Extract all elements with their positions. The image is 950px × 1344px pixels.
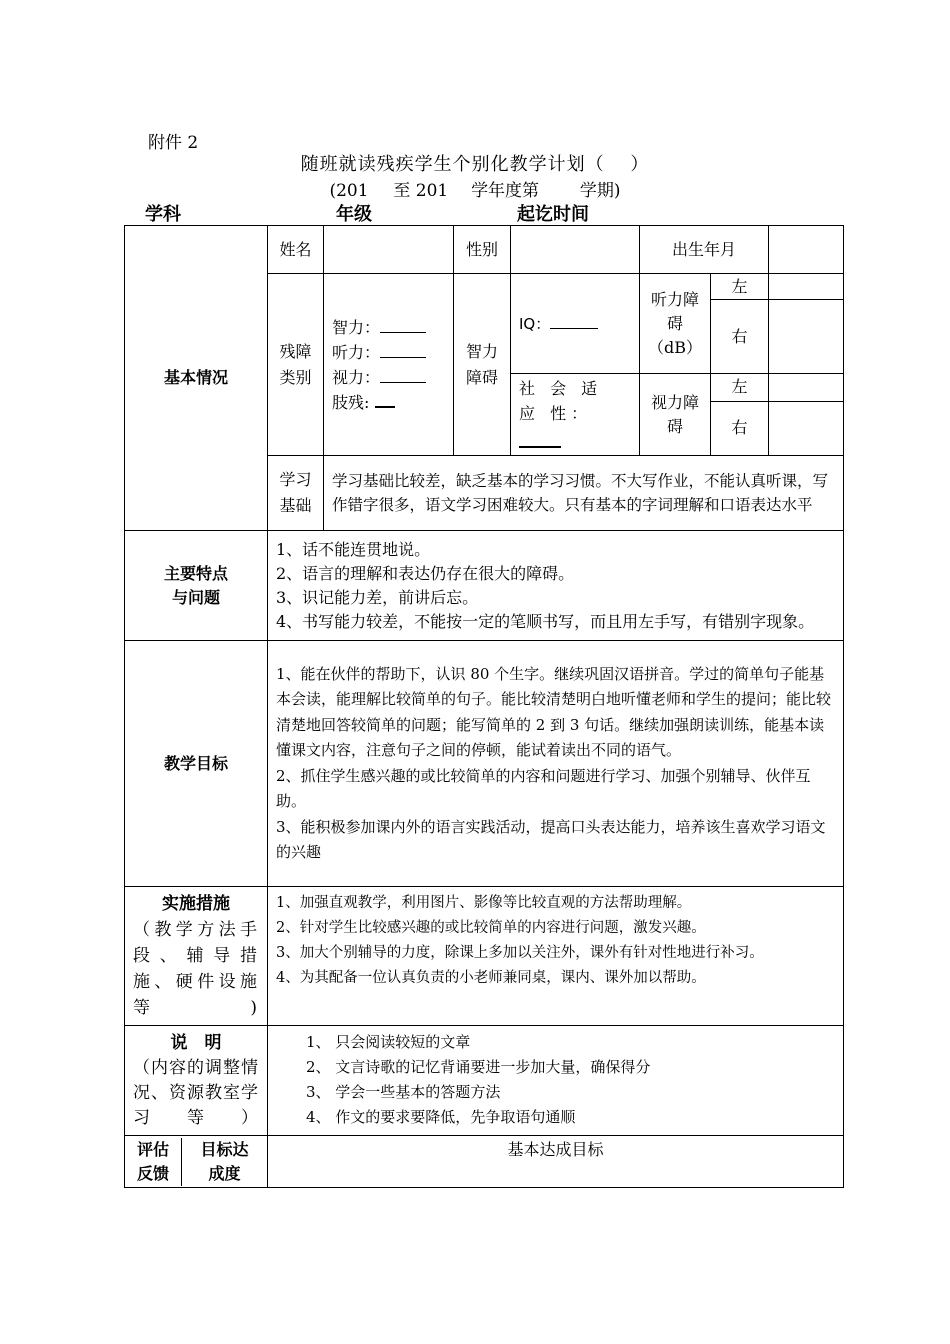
adaptability-label: 社 会 适 应 性：	[519, 379, 603, 423]
disability-hearing	[332, 340, 445, 365]
gender-value[interactable]	[511, 226, 640, 274]
disability-limb	[332, 390, 445, 415]
hearing-right-value[interactable]	[769, 300, 844, 374]
grade-field	[336, 200, 438, 226]
notes-item: 2、 文言诗歌的记忆背诵要进一步加大量，确保得分	[306, 1058, 651, 1076]
name-label: 姓名	[268, 226, 324, 274]
vision-blank[interactable]	[380, 366, 426, 383]
features-item: 2、语言的理解和表达仍存在很大的障碍。	[276, 563, 575, 583]
disability-vision	[332, 365, 445, 390]
name-value[interactable]	[324, 226, 454, 274]
evaluation-label-b	[182, 1138, 268, 1186]
grade-blank[interactable]	[372, 207, 438, 226]
year-to: 至 201	[393, 181, 449, 201]
iq-cell	[511, 274, 640, 374]
hearing-blank[interactable]	[380, 341, 426, 358]
evaluation-label-cell	[125, 1136, 268, 1188]
disability-intellectual-label: 智力：	[332, 317, 381, 337]
learning-base-text-label: 学习基础	[279, 470, 312, 515]
hearing-left-value[interactable]	[769, 274, 844, 300]
features-label-line2: 与问题	[171, 587, 220, 607]
adaptability-cell	[511, 374, 640, 456]
vision-left-label: 左	[711, 374, 769, 402]
year-end: 学期)	[579, 181, 621, 201]
evaluation-label-a	[125, 1138, 182, 1186]
notes-sublabel: （内容的调整情况、资源教室学习等）	[133, 1058, 259, 1128]
year-mid: 学年度第	[471, 181, 540, 201]
measures-item: 1、加强直观教学，利用图片、影像等比较直观的方法帮助理解。	[276, 895, 692, 911]
intellectual-blank[interactable]	[380, 316, 426, 333]
basic-section-label: 基本情况	[125, 226, 268, 531]
measures-sublabel: （教学方法手段、辅导措施、硬件设施等)	[133, 920, 259, 1018]
measures-item: 4、为其配备一位认真负责的小老师兼同桌，课内、课外加以帮助。	[276, 970, 706, 986]
goals-list	[268, 641, 844, 887]
intellectual-disability-label	[454, 274, 511, 456]
features-label-line1: 主要特点	[163, 563, 228, 583]
evaluation-label-a-text: 评估反馈	[136, 1139, 169, 1183]
features-list	[268, 531, 844, 641]
birth-label: 出生年月	[640, 226, 769, 274]
notes-item: 3、 学会一些基本的答题方法	[306, 1083, 501, 1101]
vision-right-label: 右	[711, 401, 769, 455]
disability-hearing-label: 听力：	[332, 342, 381, 362]
disability-intellectual	[332, 315, 445, 340]
goals-label: 教学目标	[125, 641, 268, 887]
disability-limb-label: 肢残:	[332, 392, 370, 412]
disability-items	[324, 274, 454, 456]
vision-left-value[interactable]	[769, 374, 844, 402]
features-label	[125, 531, 268, 641]
measures-label-cell	[125, 887, 268, 1026]
gender-label: 性别	[454, 226, 511, 274]
period-blank[interactable]	[589, 207, 795, 226]
year-open: (201	[329, 181, 369, 201]
limb-blank[interactable]	[375, 392, 395, 408]
plan-table	[124, 225, 844, 1188]
subject-field	[145, 200, 277, 226]
subject-label: 学科	[145, 204, 181, 225]
goals-item: 2、抓住学生感兴趣的或比较简单的内容和问题进行学习、加强个别辅导、伙伴互助。	[276, 766, 811, 810]
vision-right-value[interactable]	[769, 401, 844, 455]
learning-base-label	[268, 456, 324, 531]
measures-label: 实施措施	[162, 894, 230, 914]
birth-value[interactable]	[769, 226, 844, 274]
hearing-right-label: 右	[711, 300, 769, 374]
hearing-disability-label: 听力障碍（dB）	[640, 274, 711, 374]
learning-base-text: 学习基础比较差，缺乏基本的学习习惯。不大写作业，不能认真听课，写作错字很多，语文学习困难较大。只有基本的字词理解和口语表达水平	[324, 456, 844, 531]
notes-label: 说 明	[170, 1033, 222, 1053]
goals-item: 3、能积极参加课内外的语言实践活动，提高口头表达能力，培养该生喜欢学习语文的兴趣	[276, 817, 826, 861]
vision-disability-label: 视力障碍	[640, 374, 711, 456]
measures-item: 3、加大个别辅导的力度，除课上多加以关注外，课外有针对性地进行补习。	[276, 945, 764, 961]
measures-item: 2、针对学生比较感兴趣的或比较简单的内容进行问题，激发兴趣。	[276, 920, 706, 936]
features-item: 3、识记能力差，前讲后忘。	[276, 587, 479, 607]
notes-item: 1、 只会阅读较短的文章	[306, 1033, 471, 1051]
hearing-left-label: 左	[711, 274, 769, 300]
features-item: 1、话不能连贯地说。	[276, 539, 431, 559]
notes-list	[268, 1026, 844, 1136]
attachment-label: 附件 2	[148, 133, 199, 153]
iq-blank[interactable]	[550, 312, 598, 329]
adaptability-blank[interactable]	[519, 430, 561, 448]
subject-blank[interactable]	[181, 207, 277, 226]
evaluation-result: 基本达成目标	[268, 1136, 844, 1188]
document-title: 随班就读残疾学生个别化教学计划（ ）	[300, 154, 650, 175]
disability-vision-label: 视力：	[332, 367, 381, 387]
notes-label-cell	[125, 1026, 268, 1136]
notes-item: 4、 作文的要求要降低，先争取语句通顺	[306, 1108, 576, 1126]
evaluation-label-b-text: 目标达成度	[200, 1139, 249, 1183]
disability-type-text: 残障类别	[279, 341, 312, 387]
features-item: 4、书写能力较差，不能按一定的笔顺书写，而且用左手写，有错别字现象。	[276, 611, 815, 631]
goals-item: 1、能在伙伴的帮助下，认识 80 个生字。继续巩固汉语拼音。学过的简单句子能基本会读，能理解比较简单的句子。能比较清楚明白地听懂老师和学生的提问；能比较清楚地回答较简单的问题；能写简单的 2 到 3 句话。继续加强朗读训练，能基本读懂课文内容，注意句子之间的停顿，能试着读出不同的语气。	[276, 664, 832, 759]
measures-list	[268, 887, 844, 1026]
iq-label: IQ：	[519, 314, 551, 333]
evaluation-inner-table	[125, 1138, 267, 1186]
grade-label: 年级	[336, 204, 372, 225]
period-field	[517, 200, 795, 226]
disability-type-label	[268, 274, 324, 456]
school-year-line	[0, 176, 950, 201]
intellectual-disability-text: 智力障碍	[465, 341, 498, 387]
period-label: 起讫时间	[517, 204, 589, 225]
